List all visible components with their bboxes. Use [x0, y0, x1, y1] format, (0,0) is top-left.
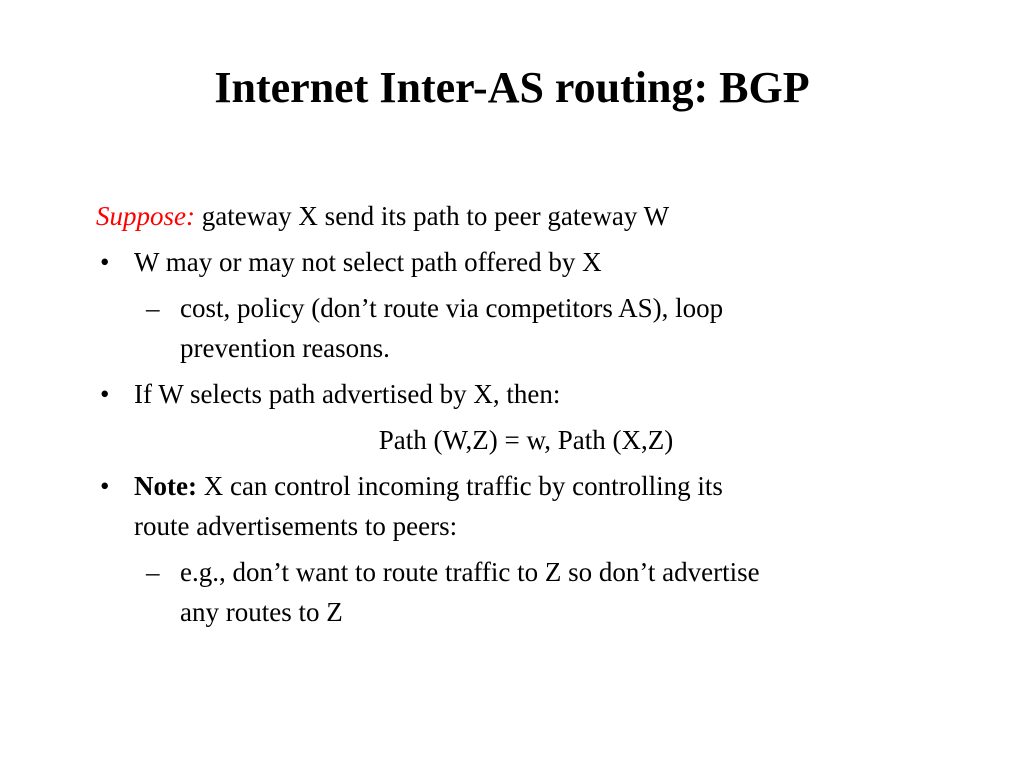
slide-body	[96, 196, 956, 638]
bullet-3-sub	[96, 552, 956, 632]
bullet-marker: •	[100, 471, 110, 501]
note-label: Note:	[134, 471, 197, 501]
dash-marker: –	[146, 293, 160, 323]
bullet-1	[96, 242, 956, 282]
bullet-marker: •	[100, 379, 110, 409]
path-formula-text: Path (W,Z) = w, Path (X,Z)	[378, 425, 674, 455]
suppose-label: Suppose:	[96, 201, 195, 231]
slide-title: Internet Inter-AS routing: BGP	[214, 63, 810, 112]
bullet-1-sub-line-1: cost, policy (don’t route via competitors AS), loop	[180, 293, 724, 323]
bullet-3-sub-line-2: any routes to Z	[180, 597, 343, 627]
bullet-1-sub-line-2: prevention reasons.	[180, 333, 390, 363]
bullet-3	[96, 466, 956, 546]
bullet-marker: •	[100, 247, 110, 277]
dash-marker: –	[146, 557, 160, 587]
bullet-2	[96, 374, 956, 414]
bullet-2-text: If W selects path advertised by X, then:	[134, 379, 561, 409]
bullet-3-sub-line-1: e.g., don’t want to route traffic to Z so don’t advertise	[180, 557, 760, 587]
intro-text: gateway X send its path to peer gateway W	[201, 201, 670, 231]
bullet-3-line-2: route advertisements to peers:	[134, 511, 458, 541]
intro-line	[96, 196, 956, 236]
bullet-3-line-1: X can control incoming traffic by controlling its	[203, 471, 723, 501]
bullet-1-text: W may or may not select path offered by X	[134, 247, 602, 277]
path-formula	[96, 420, 956, 460]
bullet-1-sub	[96, 288, 956, 368]
